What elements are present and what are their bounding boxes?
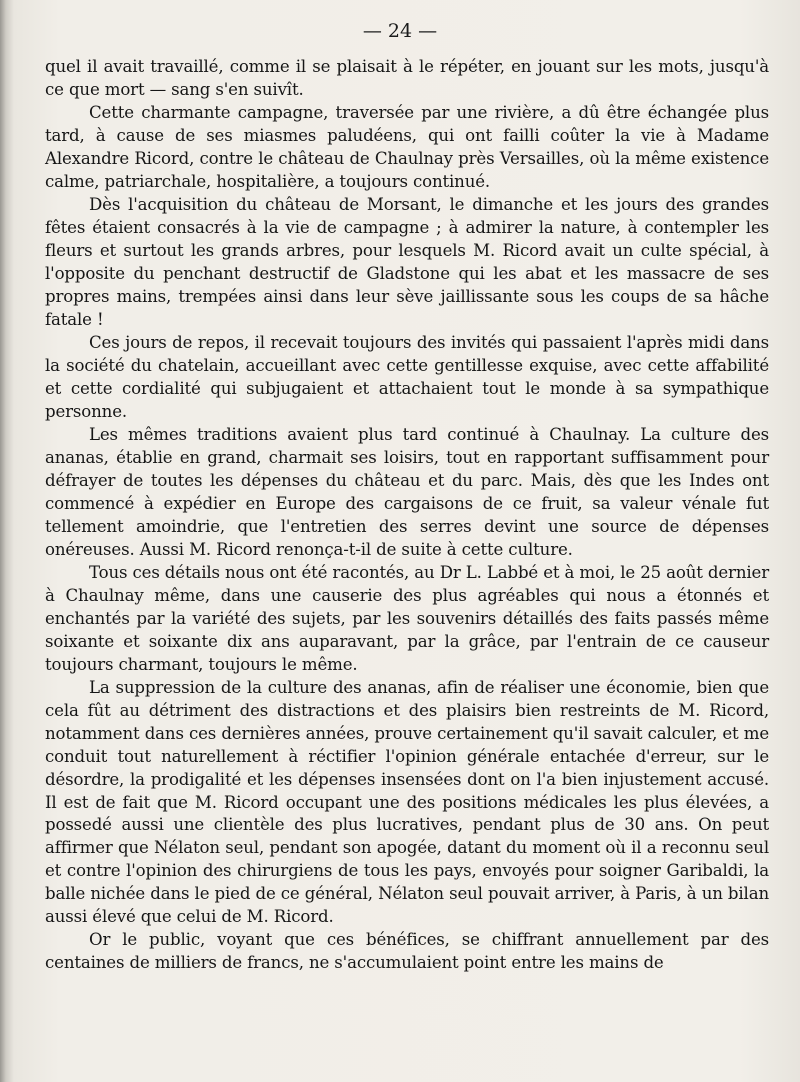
page-number: — 24 — [362,20,438,42]
paragraph: Tous ces détails nous ont été racontés, au Dr L. Labbé et à moi, le 25 août dernier à Chaulnay même, dans une causerie des plus agréables qui nous a étonnés et enchantés par la variété des sujets, par les souvenirs détaillés des faits passés même soixante et soixante dix ans auparavant, par la grâce, par l'entrain de ce causeur toujours charmant, toujours le même. [45,562,769,674]
body-text [45,56,769,975]
paragraph: quel il avait travaillé, comme il se plaisait à le répéter, en jouant sur les mots, jusqu'à ce que mort — sang s'en suivît. [45,57,769,99]
paragraph: Ces jours de repos, il recevait toujours des invités qui passaient l'après midi dans la société du chatelain, accueillant avec cette gentillesse exquise, avec cette affabilité et cette cordialité qui subjugaient et attachaient tout le monde à sa sympathique personne. [45,332,769,421]
paragraph: Les mêmes traditions avaient plus tard continué à Chaulnay. La culture des ananas, établie en grand, charmait ses loisirs, tout en rapportant suffisamment pour défrayer de toutes les dépenses du château et du parc. Mais, dès que les Indes ont commencé à expédier en Europe des cargaisons de ce fruit, sa valeur vénale fut tellement amoindrie, que l'entretien des serres devint une source de dépenses onéreuses. Aussi M. Ricord renonça-t-il de suite à cette culture. [45,424,769,559]
paragraph: Or le public, voyant que ces bénéfices, se chiffrant annuellement par des centaines de milliers de francs, ne s'accumulaient point entre les mains de [45,930,769,973]
paragraph: La suppression de la culture des ananas, afin de réaliser une économie, bien que cela fût au détriment des distractions et des plaisirs bien restreints de M. Ricord, notamment dans ces dernières années, prouve certainement qu'il savait calculer, et me conduit tout naturellement à réctifier l'opinion générale entachée d'erreur, sur le désordre, la prodigalité et les dépenses insensées dont on l'a bien injustement accusé. Il est de fait que M. Ricord occupant une des positions médicales les plus élevées, a possedé aussi une clientèle des plus lucratives, pendant plus de 30 ans. On peut affirmer que Nélaton seul, pendant son apogée, datant du moment où il a reconnu seul et contre l'opinion des chirurgiens de tous les pays, envoyés pour soigner Garibaldi, la balle nichée dans le pied de ce général, Nélaton seul pouvait arriver, à Paris, à un bilan aussi élevé que celui de M. Ricord. [45,677,769,927]
paragraph: Cette charmante campagne, traversée par une rivière, a dû être échangée plus tard, à cause de ses miasmes paludéens, qui ont failli coûter la vie à Madame Alexandre Ricord, contre le château de Chaulnay près Versailles, où la même existence calme, patriarchale, hospitalière, a toujours continué. [45,102,769,191]
paragraph: Dès l'acquisition du château de Morsant, le dimanche et les jours des grandes fêtes étaient consacrés à la vie de campagne ; à admirer la nature, à contempler les fleurs et surtout les grands arbres, pour lesquels M. Ricord avait un culte spécial, à l'opposite du penchant destructif de Gladstone qui les abat et les massacre de ses propres mains, trempées ainsi dans leur sève jaillissante sous les coups de sa hâche fatale ! [45,194,769,329]
